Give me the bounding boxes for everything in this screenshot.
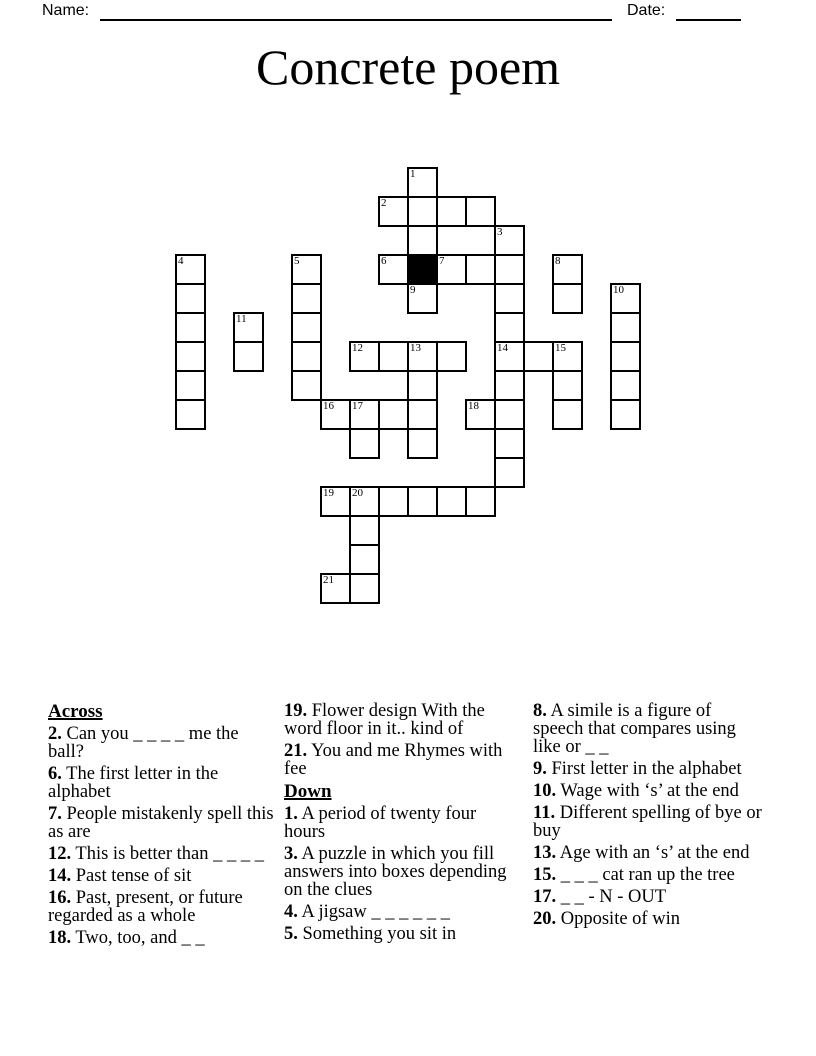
clue-number: 8. [533, 701, 547, 721]
clue-10 [533, 782, 765, 800]
clue-text: The first letter in the alphabet [48, 764, 219, 802]
grid-cell[interactable] [175, 312, 206, 343]
page-title: Concrete poem [255, 39, 561, 95]
cell-number: 2 [381, 197, 387, 209]
grid-cell[interactable] [494, 225, 525, 256]
clue-number: 18. [48, 928, 72, 948]
clue-number: 12. [48, 844, 72, 864]
grid-cell[interactable] [407, 370, 438, 401]
grid-cell[interactable] [552, 370, 583, 401]
clue-11 [533, 804, 765, 840]
cell-number: 10 [613, 284, 624, 296]
clue-text: _ _ _ cat ran up the tree [560, 865, 735, 885]
grid-cell[interactable] [349, 341, 380, 372]
cell-number: 13 [410, 342, 421, 354]
grid-cell[interactable] [407, 196, 438, 227]
name-blank-line[interactable] [100, 0, 612, 21]
clue-21 [284, 742, 514, 778]
cell-number: 17 [352, 400, 363, 412]
grid-cell[interactable] [494, 283, 525, 314]
grid-cell[interactable] [291, 312, 322, 343]
clue-number: 10. [533, 781, 557, 801]
grid-cell[interactable] [378, 254, 409, 285]
cell-number: 4 [178, 255, 184, 267]
grid-cell[interactable] [407, 486, 438, 517]
clue-text: Flower design With the word floor in it.. kind of [284, 701, 485, 739]
clue-7 [48, 805, 275, 841]
grid-cell[interactable] [465, 254, 496, 285]
clue-number: 11. [533, 803, 556, 823]
clue-number: 21. [284, 741, 308, 761]
grid-cell[interactable] [436, 341, 467, 372]
cell-number: 6 [381, 255, 387, 267]
grid-cell[interactable] [378, 196, 409, 227]
clues-column-left [48, 702, 275, 951]
clue-15 [533, 866, 765, 884]
clue-number: 14. [48, 866, 72, 886]
clue-4 [284, 903, 514, 921]
grid-cell[interactable] [436, 486, 467, 517]
grid-cell[interactable] [407, 225, 438, 256]
grid-cell[interactable] [494, 312, 525, 343]
clue-14 [48, 867, 275, 885]
clue-17 [533, 888, 765, 906]
clue-text: A puzzle in which you fill answers into boxes depending on the clues [284, 844, 507, 900]
clue-text: A jigsaw _ _ _ _ _ _ [301, 902, 450, 922]
clue-1 [284, 805, 514, 841]
grid-cell[interactable] [552, 399, 583, 430]
clue-3 [284, 845, 514, 899]
clue-13 [533, 844, 765, 862]
grid-cell[interactable] [436, 254, 467, 285]
grid-cell[interactable] [494, 428, 525, 459]
grid-cell[interactable] [349, 544, 380, 575]
name-label: Name: [42, 2, 90, 19]
clue-8 [533, 702, 765, 756]
grid-cell[interactable] [320, 486, 351, 517]
grid-cell[interactable] [552, 341, 583, 372]
grid-cell[interactable] [291, 370, 322, 401]
grid-cell[interactable] [349, 573, 380, 604]
grid-cell[interactable] [175, 370, 206, 401]
grid-cell[interactable] [320, 399, 351, 430]
clues-column-right [533, 702, 765, 932]
clue-text: A period of twenty four hours [284, 804, 477, 842]
clue-number: 9. [533, 759, 547, 779]
grid-cell[interactable] [378, 341, 409, 372]
clue-9 [533, 760, 765, 778]
clue-2 [48, 725, 275, 761]
grid-cell[interactable] [407, 399, 438, 430]
grid-cell[interactable] [320, 573, 351, 604]
grid-cell[interactable] [349, 428, 380, 459]
clue-6 [48, 765, 275, 801]
grid-cell[interactable] [494, 341, 525, 372]
clue-text: Can you _ _ _ _ me the ball? [48, 724, 239, 762]
grid-cell[interactable] [378, 399, 409, 430]
grid-cell[interactable] [407, 428, 438, 459]
cell-number: 19 [323, 487, 334, 499]
grid-cell[interactable] [436, 196, 467, 227]
grid-cell[interactable] [378, 486, 409, 517]
grid-cell[interactable] [610, 399, 641, 430]
grid-cell[interactable] [523, 341, 554, 372]
grid-cell[interactable] [552, 254, 583, 285]
grid-cell[interactable] [610, 341, 641, 372]
grid-cell[interactable] [494, 399, 525, 430]
grid-cell[interactable] [349, 486, 380, 517]
clue-16 [48, 889, 275, 925]
clue-number: 17. [533, 887, 557, 907]
cell-number: 20 [352, 487, 363, 499]
cell-number: 18 [468, 400, 479, 412]
grid-cell[interactable] [407, 167, 438, 198]
grid-cell[interactable] [610, 283, 641, 314]
clues-column-middle [284, 702, 514, 947]
clue-text: A simile is a figure of speech that compares using like or _ _ [533, 701, 736, 757]
grid-cell[interactable] [175, 341, 206, 372]
grid-cell[interactable] [349, 399, 380, 430]
grid-cell[interactable] [407, 283, 438, 314]
clue-number: 5. [284, 924, 298, 944]
cell-number: 11 [236, 313, 247, 325]
clue-number: 4. [284, 902, 298, 922]
grid-cell[interactable] [349, 515, 380, 546]
grid-cell[interactable] [494, 254, 525, 285]
cell-number: 16 [323, 400, 334, 412]
grid-cell[interactable] [465, 399, 496, 430]
clue-number: 20. [533, 909, 557, 929]
clue-text: Age with an ‘s’ at the end [559, 843, 750, 863]
cell-number: 8 [555, 255, 561, 267]
clue-20 [533, 910, 765, 928]
grid-cell[interactable] [610, 370, 641, 401]
grid-cell-black [407, 254, 438, 285]
clue-5 [284, 925, 514, 943]
date-label: Date: [627, 2, 666, 19]
grid-cell[interactable] [610, 312, 641, 343]
grid-cell[interactable] [465, 486, 496, 517]
cell-number: 3 [497, 226, 503, 238]
clue-number: 15. [533, 865, 557, 885]
grid-cell[interactable] [291, 254, 322, 285]
clues-heading-down: Down [284, 781, 332, 802]
clue-19 [284, 702, 514, 738]
grid-cell[interactable] [233, 312, 264, 343]
cell-number: 9 [410, 284, 416, 296]
clue-text: Something you sit in [302, 924, 457, 944]
grid-cell[interactable] [233, 341, 264, 372]
grid-cell[interactable] [494, 457, 525, 488]
grid-cell[interactable] [291, 283, 322, 314]
clue-text: This is better than _ _ _ _ [75, 844, 264, 864]
clues-heading-across: Across [48, 701, 103, 722]
clue-18 [48, 929, 275, 947]
date-blank-line[interactable] [676, 0, 741, 21]
clue-number: 6. [48, 764, 62, 784]
grid-cell[interactable] [175, 399, 206, 430]
clue-number: 1. [284, 804, 298, 824]
clue-number: 3. [284, 844, 298, 864]
clue-number: 2. [48, 724, 62, 744]
clue-text: You and me Rhymes with fee [284, 741, 503, 779]
cell-number: 12 [352, 342, 363, 354]
cell-number: 15 [555, 342, 566, 354]
grid-cell[interactable] [465, 196, 496, 227]
clue-text: First letter in the alphabet [551, 759, 742, 779]
clue-text: Past tense of sit [75, 866, 192, 886]
grid-cell[interactable] [494, 370, 525, 401]
clue-number: 7. [48, 804, 62, 824]
clue-text: Past, present, or future regarded as a whole [48, 888, 243, 926]
clue-text: People mistakenly spell this as are [48, 804, 274, 842]
clue-text: Opposite of win [560, 909, 680, 929]
grid-cell[interactable] [552, 283, 583, 314]
cell-number: 7 [439, 255, 445, 267]
clue-number: 19. [284, 701, 308, 721]
grid-cell[interactable] [175, 283, 206, 314]
clue-number: 16. [48, 888, 72, 908]
clue-12 [48, 845, 275, 863]
clue-text: _ _ - N - OUT [560, 887, 667, 907]
cell-number: 14 [497, 342, 508, 354]
clue-text: Two, too, and _ _ [75, 928, 205, 948]
grid-cell[interactable] [175, 254, 206, 285]
grid-cell[interactable] [291, 341, 322, 372]
cell-number: 1 [410, 168, 416, 180]
cell-number: 5 [294, 255, 300, 267]
clue-text: Different spelling of bye or buy [533, 803, 762, 841]
clue-text: Wage with ‘s’ at the end [560, 781, 739, 801]
cell-number: 21 [323, 574, 334, 586]
clue-number: 13. [533, 843, 557, 863]
grid-cell[interactable] [407, 341, 438, 372]
